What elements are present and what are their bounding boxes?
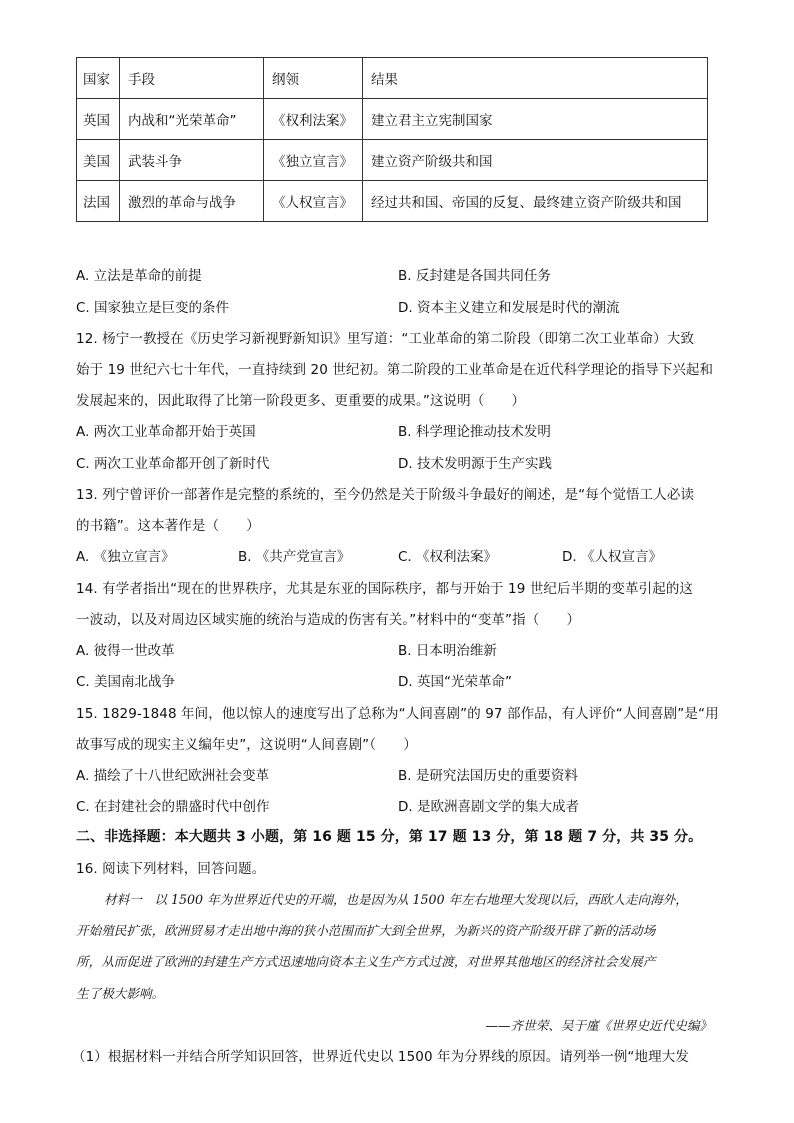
q12-stem-line: 发展起来的，因此取得了比第一阶段更多、更重要的成果。”这说明（ ） (76, 393, 526, 409)
material-line: 开始殖民扩张，欧洲贸易才走出地中海的狭小范围而扩大到全世界，为新兴的资产阶级开辟了新的活动场 (76, 923, 656, 938)
table-cell: 《人权宣言》 (264, 181, 363, 222)
q12-option-d: D. 技术发明源于生产实践 (398, 456, 552, 472)
table-cell: 激烈的革命与战争 (120, 181, 264, 222)
material-line: 生了极大影响。 (76, 986, 165, 1001)
q14-stem-line: 一波动，以及对周边区域实施的统治与造成的伤害有关。”材料中的“变革”指（ ） (76, 612, 581, 628)
table-row (77, 181, 708, 222)
q11-option-a: A. 立法是革命的前提 (76, 268, 202, 284)
material-source: ——齐世荣、吴于廑《世界史近代史编》 (485, 1018, 712, 1033)
comparison-table (76, 57, 708, 222)
q16-intro: 16. 阅读下列材料，回答问题。 (76, 861, 266, 877)
q15-stem-line: 15. 1829-1848 年间，他以惊人的速度写出了总称为“人间喜剧”的 97 部作品，有人评价“人间喜剧”是“用 (76, 706, 719, 722)
table-header-cell: 结果 (363, 58, 708, 99)
q14-stem-line: 14. 有学者指出“现在的世界秩序，尤其是东亚的国际秩序，都与开始于 19 世纪后半期的变革引起的这 (76, 581, 694, 597)
q13-stem-line: 的书籍”。这本著作是（ ） (76, 518, 260, 534)
table-cell: 美国 (77, 140, 120, 181)
q14-option-a: A. 彼得一世改革 (76, 643, 175, 659)
table-cell: 建立君主立宪制国家 (363, 99, 708, 140)
table-cell: 《权利法案》 (264, 99, 363, 140)
q15-option-d: D. 是欧洲喜剧文学的集大成者 (398, 799, 579, 815)
q12-option-c: C. 两次工业革命都开创了新时代 (76, 456, 270, 472)
table-header-cell: 国家 (77, 58, 120, 99)
q15-stem-line: 故事写成的现实主义编年史”，这说明“人间喜剧”（ ） (76, 737, 417, 753)
q15-option-c: C. 在封建社会的鼎盛时代中创作 (76, 799, 270, 815)
table-header-row (77, 58, 708, 99)
table-row (77, 99, 708, 140)
q11-option-d: D. 资本主义建立和发展是时代的潮流 (398, 300, 620, 316)
q12-option-a: A. 两次工业革命都开始于英国 (76, 424, 256, 440)
table-cell: 内战和“光荣革命” (120, 99, 264, 140)
q12-option-b: B. 科学理论推动技术发明 (398, 424, 551, 440)
q12-stem-line: 12. 杨宁一教授在《历史学习新视野新知识》里写道：“工业革命的第二阶段（即第二次工业革命）大致 (76, 331, 695, 347)
q13-stem-line: 13. 列宁曾评价一部著作是完整的系统的，至今仍然是关于阶级斗争最好的阐述，是“每个觉悟工人必读 (76, 487, 695, 503)
q11-option-c: C. 国家独立是巨变的条件 (76, 300, 230, 316)
q13-option-c: C. 《权利法案》 (398, 549, 498, 565)
material-line: 材料一 以 1500 年为世界近代史的开端，也是因为从 1500 年左右地理大发现以后，西欧人走向海外， (104, 892, 688, 907)
q14-option-c: C. 美国南北战争 (76, 674, 176, 690)
table-row (77, 140, 708, 181)
table-cell: 建立资产阶级共和国 (363, 140, 708, 181)
q15-option-b: B. 是研究法国历史的重要资料 (398, 768, 578, 784)
section-heading: 二、非选择题：本大题共 3 小题，第 16 题 15 分，第 17 题 13 分，第 18 题 7 分，共 35 分。 (76, 829, 703, 845)
table-cell: 《独立宣言》 (264, 140, 363, 181)
material-line: 所，从而促进了欧洲的封建生产方式迅速地向资本主义生产方式过渡，对世界其他地区的经济社会发展产 (76, 954, 656, 969)
q16-sub-question-1: （1）根据材料一并结合所学知识回答，世界近代史以 1500 年为分界线的原因。请列举一例“地理大发 (72, 1049, 689, 1065)
q13-option-a: A. 《独立宣言》 (76, 549, 175, 565)
table-cell: 武装斗争 (120, 140, 264, 181)
q14-option-b: B. 日本明治维新 (398, 643, 497, 659)
q12-stem-line: 始于 19 世纪六七十年代，一直持续到 20 世纪初。第二阶段的工业革命是在近代科学理论的指导下兴起和 (76, 362, 714, 378)
q13-option-b: B. 《共产党宣言》 (238, 549, 351, 565)
q14-option-d: D. 英国“光荣革命” (398, 674, 512, 690)
table-header-cell: 手段 (120, 58, 264, 99)
table-cell: 法国 (77, 181, 120, 222)
table-header-cell: 纲领 (264, 58, 363, 99)
q11-option-b: B. 反封建是各国共同任务 (398, 268, 551, 284)
table-cell: 英国 (77, 99, 120, 140)
q15-option-a: A. 描绘了十八世纪欧洲社会变革 (76, 768, 270, 784)
table-cell: 经过共和国、帝国的反复、最终建立资产阶级共和国 (363, 181, 708, 222)
q13-option-d: D. 《人权宣言》 (562, 549, 662, 565)
